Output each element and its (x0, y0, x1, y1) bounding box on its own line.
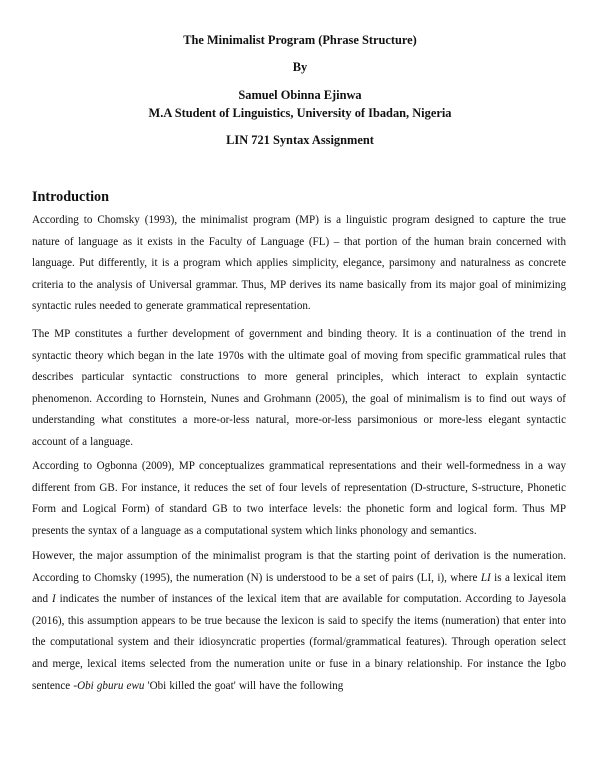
paragraph-4 (32, 546, 566, 697)
author-affiliation: M.A Student of Linguistics, University of Ibadan, Nigeria (148, 106, 452, 120)
paper-title: The Minimalist Program (Phrase Structure) (183, 33, 417, 47)
course-assignment: LIN 721 Syntax Assignment (226, 133, 374, 147)
section-heading-introduction: Introduction (32, 189, 109, 205)
paragraph-4-text-d: 'Obi killed the goat' will have the following (144, 679, 344, 692)
italic-term-li: LI (480, 571, 491, 584)
italic-term-i: I (52, 593, 56, 606)
paragraph-2: The MP constitutes a further development of government and binding theory. It is a continuation of the trend in syntactic theory which began in the late 1970s with the ultimate goal of moving from specific grammatical rules that describes particular syntactic constructions to more general principles, which interact to explain syntactic phenomenon. According to Hornstein, Nunes and Grohmann (2005), the goal of minimalism is to find out ways of understanding what constitutes a more-or-less natural, more-or-less parsimonious or more-less elegant syntactic account of a language. (32, 328, 566, 448)
paragraph-4-text-c: indicates the number of instances of the lexical item that are available for computation. According to Jayesola (2016), this assumption appears to be true because the lexicon is said to specify the items (numeration) that enter into the computational system and their idiosyncratic properties (formal/grammatical features). Through operation select and merge, lexical items selected from the numeration unite or fuse in a binary relationship. For instance the Igbo sentence (32, 593, 566, 692)
paragraph-1: According to Chomsky (1993), the minimalist program (MP) is a linguistic program designed to capture the true nature of language as it exists in the Faculty of Language (FL) – that portion of the human brain concerned with language. Put differently, it is a program which applies simplicity, elegance, parsimony and naturalness as concrete criteria to the analysis of Universal grammar. Thus, MP derives its name basically from its major goal of minimizing syntactic rules needed to generate grammatical representation. (32, 214, 566, 313)
paragraph-4-text-b: is a lexical item and (32, 571, 566, 606)
italic-igbo-sentence: -Obi gburu ewu (73, 679, 145, 692)
paragraph-4-text-a: However, the major assumption of the minimalist program is that the starting point of derivation is the numeration. According to Chomsky (1995), the numeration (N) is understood to be a set of pairs (LI, i), where (32, 550, 566, 584)
paragraph-3: According to Ogbonna (2009), MP conceptualizes grammatical representations and their well-formedness in a way different from GB. For instance, it reduces the set of four levels of representation (D-structure, S-structure, Phonetic Form and Logical Form) of standard GB to two interface levels: the phonetic form and logical form. Thus MP presents the syntax of a language as a computational system which links phonology and semantics. (32, 460, 566, 537)
author-name: Samuel Obinna Ejinwa (238, 88, 362, 102)
by-line: By (292, 60, 308, 74)
